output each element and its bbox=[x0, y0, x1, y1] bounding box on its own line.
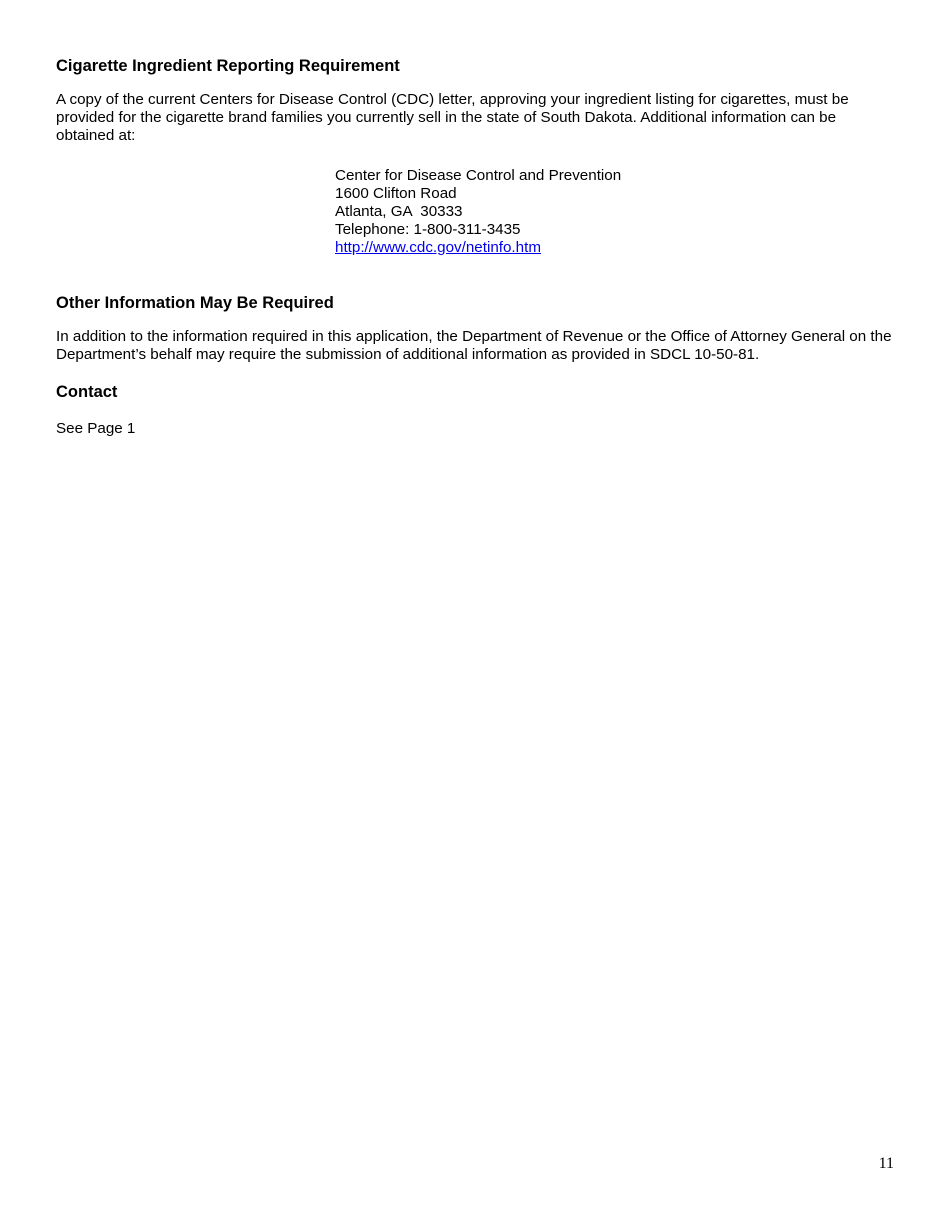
cigarette-ingredient-heading: Cigarette Ingredient Reporting Requirement bbox=[56, 57, 400, 75]
other-information-heading: Other Information May Be Required bbox=[56, 294, 334, 312]
contact-paragraph: See Page 1 bbox=[56, 420, 136, 437]
address-city: Atlanta, GA 30333 bbox=[335, 203, 463, 220]
document-page bbox=[56, 56, 896, 438]
address-phone: Telephone: 1-800-311-3435 bbox=[335, 221, 521, 238]
address-street: 1600 Clifton Road bbox=[335, 185, 457, 202]
other-information-paragraph: In addition to the information required in this application, the Department of Revenue or the Office of Attorney General on the Department’s behalf may require the submission of additional information as provided in SDCL 10-50-81. bbox=[56, 328, 892, 363]
contact-heading: Contact bbox=[56, 383, 118, 401]
cdc-address-block bbox=[335, 167, 896, 257]
cdc-website-link[interactable]: http://www.cdc.gov/netinfo.htm bbox=[335, 239, 541, 256]
cigarette-ingredient-paragraph: A copy of the current Centers for Disease Control (CDC) letter, approving your ingredient listing for cigarettes, must be provided for the cigarette brand families you currently sell in the state of South Dakota. Additional information can be obtained at: bbox=[56, 91, 849, 144]
address-org-name: Center for Disease Control and Prevention bbox=[335, 167, 622, 184]
page-number: 11 bbox=[878, 1155, 894, 1172]
